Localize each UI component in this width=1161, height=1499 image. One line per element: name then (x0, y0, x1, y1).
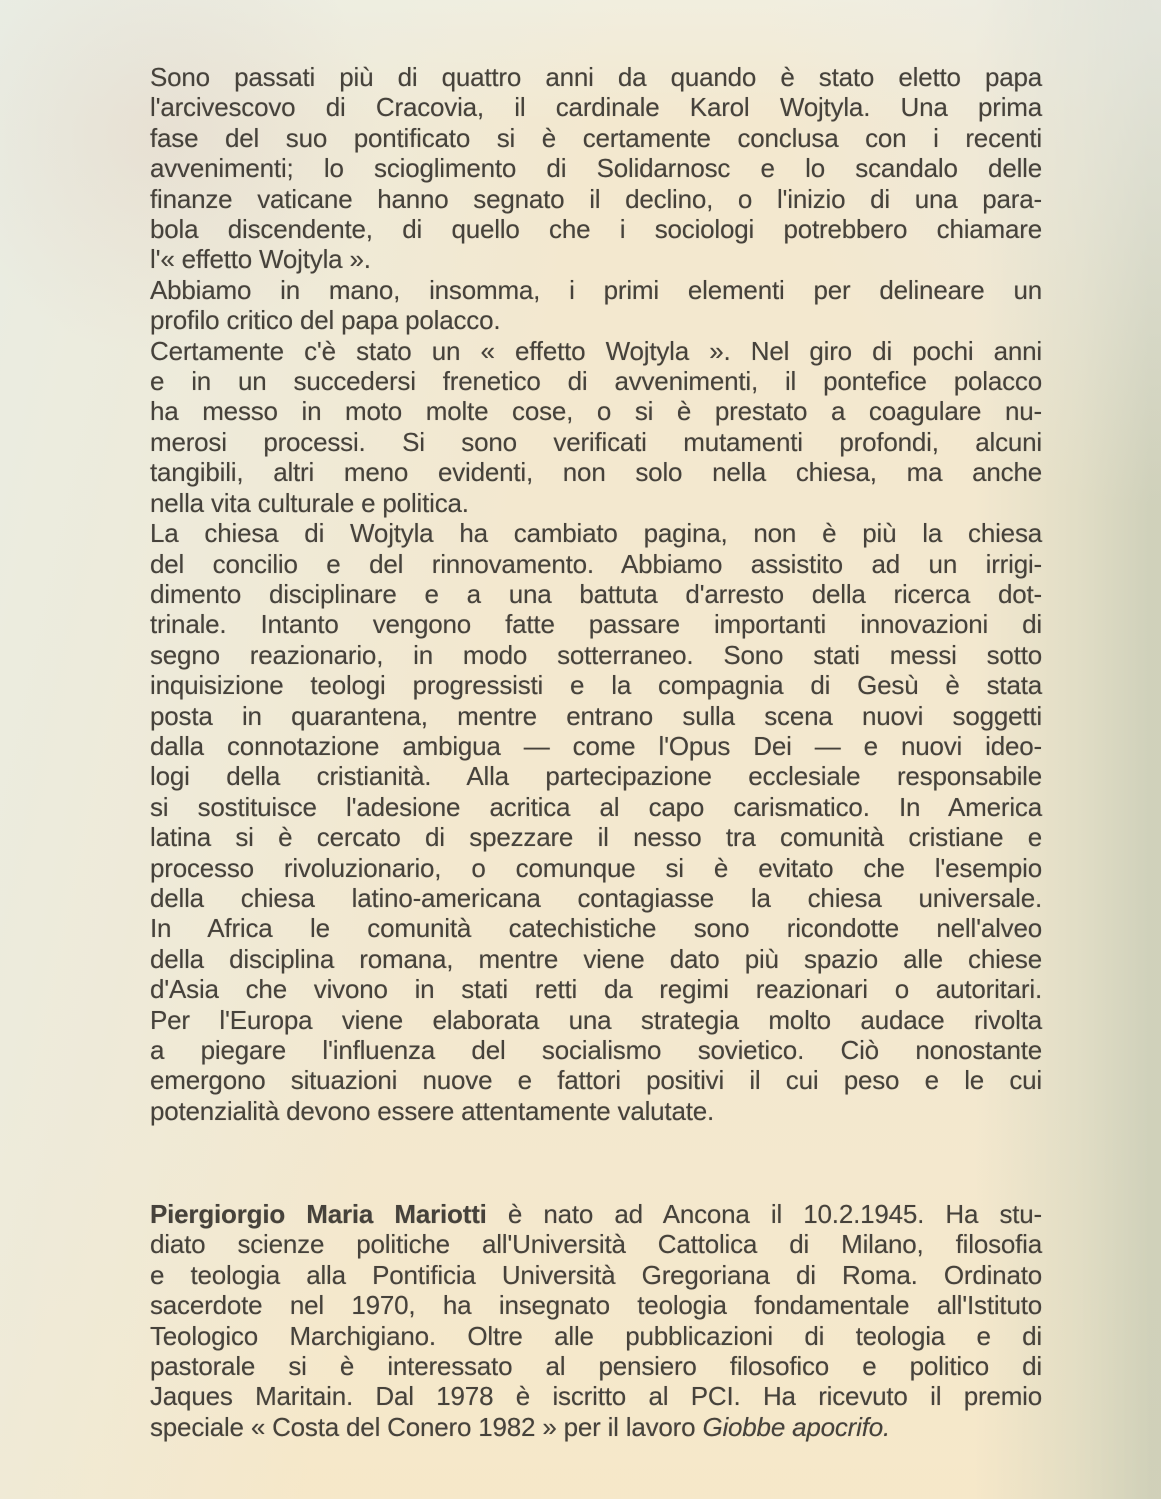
paragraph (150, 1199, 1042, 1442)
text-line: Abbiamo in mano, insomma, i primi elementi per delineare un (150, 274, 1042, 305)
text-line: della chiesa latino-americana contagiasse la chiesa universale. (150, 882, 1042, 913)
text-line: dimento disciplinare e a una battuta d'arresto della ricerca dot- (150, 578, 1042, 609)
text-line: pastorale si è interessato al pensiero filosofico e politico di (150, 1351, 1042, 1382)
text-line: potenzialità devono essere attentamente valutate. (150, 1095, 715, 1126)
text-line: dalla connotazione ambigua — come l'Opus Dei — e nuovi ideo- (150, 730, 1042, 761)
text-line: ha messo in moto molte cose, o si è prestato a coagulare nu- (150, 396, 1042, 427)
text-line: fase del suo pontificato si è certamente conclusa con i recenti (150, 122, 1042, 153)
text-line: logi della cristianità. Alla partecipazione ecclesiale responsabile (150, 761, 1042, 792)
text-line: posta in quarantena, mentre entrano sulla scena nuovi soggetti (150, 700, 1042, 731)
text-line: Per l'Europa viene elaborata una strategia molto audace rivolta (150, 1004, 1042, 1035)
text-line: avvenimenti; lo scioglimento di Solidarnosc e lo scandalo delle (150, 153, 1042, 184)
text-line: Certamente c'è stato un « effetto Wojtyla ». Nel giro di pochi anni (150, 335, 1042, 366)
text-line: l'« effetto Wojtyla ». (150, 244, 371, 275)
text-line: Piergiorgio Maria Mariotti è nato ad Ancona il 10.2.1945. Ha stu- (150, 1199, 1042, 1229)
text-line: Jaques Maritain. Dal 1978 è iscritto al PCI. Ha ricevuto il premio (150, 1381, 1042, 1412)
text-line: processo rivoluzionario, o comunque si è evitato che l'esempio (150, 852, 1042, 883)
text-line: speciale « Costa del Conero 1982 » per il lavoro Giobbe apocrifo. (150, 1411, 891, 1442)
text-line: l'arcivescovo di Cracovia, il cardinale Karol Wojtyla. Una prima (150, 92, 1042, 123)
text-line: segno reazionario, in modo sotterraneo. Sono stati messi sotto (150, 639, 1042, 670)
text-line: Sono passati più di quattro anni da quando è stato eletto papa (150, 62, 1042, 92)
paragraph (150, 62, 1042, 275)
text-line: d'Asia che vivono in stati retti da regimi reazionari o autoritari. (150, 974, 1042, 1005)
paragraph (150, 518, 1042, 1126)
text-line: In Africa le comunità catechistiche sono ricondotte nell'alveo (150, 913, 1042, 944)
text-line: del concilio e del rinnovamento. Abbiamo assistito ad un irrigi- (150, 548, 1042, 579)
text-line: tangibili, altri meno evidenti, non solo nella chiesa, ma anche (150, 457, 1042, 488)
text-line: Teologico Marchigiano. Oltre alle pubblicazioni di teologia e di (150, 1320, 1042, 1351)
text-line: bola discendente, di quello che i sociologi potrebbero chiamare (150, 214, 1042, 245)
text-line: a piegare l'influenza del socialismo sovietico. Ciò nonostante (150, 1035, 1042, 1065)
text-line: sacerdote nel 1970, ha insegnato teologia fondamentale all'Istituto (150, 1290, 1042, 1321)
text-line: La chiesa di Wojtyla ha cambiato pagina, non è più la chiesa (150, 518, 1042, 549)
text-line: nella vita culturale e politica. (150, 487, 469, 518)
text-line: si sostituisce l'adesione acritica al capo carismatico. In America (150, 791, 1042, 822)
text-line: latina si è cercato di spezzare il nesso tra comunità cristiane e (150, 822, 1042, 853)
text-line: e teologia alla Pontificia Università Gregoriana di Roma. Ordinato (150, 1259, 1042, 1290)
paragraph (150, 275, 1042, 336)
paragraph (150, 336, 1042, 518)
text-line: profilo critico del papa polacco. (150, 305, 501, 336)
text-line: emergono situazioni nuove e fattori positivi il cui peso e le cui (150, 1065, 1042, 1096)
text-line: finanze vaticane hanno segnato il declino, o l'inizio di una para- (150, 183, 1042, 214)
text-line: inquisizione teologi progressisti e la compagnia di Gesù è stata (150, 670, 1042, 701)
text-line: della disciplina romana, mentre viene dato più spazio alle chiese (150, 943, 1042, 974)
author-bio-block (150, 1199, 1042, 1442)
synopsis-block (150, 62, 1042, 1126)
text-line: merosi processi. Si sono verificati mutamenti profondi, alcuni (150, 426, 1042, 457)
text-line: trinale. Intanto vengono fatte passare importanti innovazioni di (150, 609, 1042, 640)
text-line: diato scienze politiche all'Università Cattolica di Milano, filosofia (150, 1229, 1042, 1260)
text-line: e in un succedersi frenetico di avvenimenti, il pontefice polacco (150, 366, 1042, 397)
